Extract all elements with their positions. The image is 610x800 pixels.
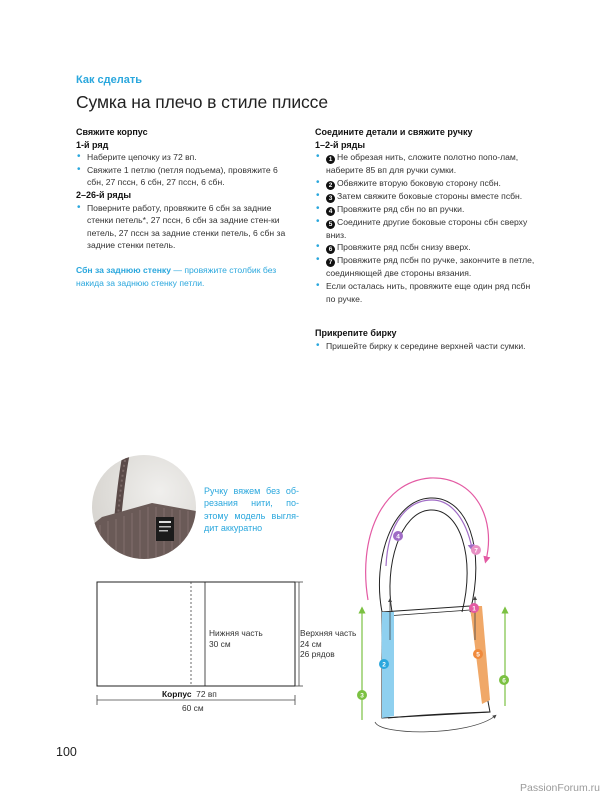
footnote-text: — провяжите столбик без накида за заднюю стенку петли. — [76, 264, 277, 288]
body-label — [162, 689, 217, 700]
watermark: PassionForum.ru — [520, 782, 600, 794]
bottom-part-title: Нижняя часть — [209, 628, 263, 638]
width-label: 60 см — [182, 703, 204, 713]
body-label-stitches: 72 вп — [196, 689, 217, 699]
section-kicker: Как сделать — [76, 74, 142, 86]
step-text: Затем свяжите боковые стороны вместе псбн. — [337, 190, 523, 201]
row2-title: 2–26-й ряды — [76, 189, 132, 200]
step-number-badge: 6 — [326, 245, 335, 254]
page-title: Сумка на плечо в стиле плиссе — [76, 92, 328, 112]
body-section-title: Свяжите корпус — [76, 127, 148, 137]
list-item: • Поверните работу, провяжите 6 сбн за задние стенки петель*, 27 пссн, 6 сбн за задние стен-ки петель, 27 пссн за задние стенки петель, 6 сбн за задние стенки петель. — [76, 202, 291, 252]
join-section-title: Соедините детали и свяжите ручку — [315, 127, 473, 137]
marker-label-7: 7 — [474, 547, 478, 555]
step-number-badge: 5 — [326, 220, 335, 229]
step-text: Провяжите ряд сбн по вп ручки. — [337, 203, 465, 214]
list-item: • Наберите цепочку из 72 вп. — [76, 151, 291, 164]
body-label-title: Корпус — [162, 689, 192, 699]
row1-title: 1-й ряд — [76, 139, 109, 150]
step-number-badge: 7 — [326, 258, 335, 267]
top-part-label — [300, 628, 356, 660]
rows-title: 1–2-й ряды — [315, 139, 366, 150]
step-text: Провяжите ряд псбн снизу вверх. — [337, 242, 471, 253]
top-part-title: Верхняя часть — [300, 628, 357, 638]
step-number-badge: 1 — [326, 155, 335, 164]
step-text: Провяжите ряд псбн по ручке, закончите в петле, соединяющей две стороны вязания. — [326, 255, 535, 279]
bottom-part-size: 30 см — [209, 638, 231, 649]
list-item: • Если осталась нить, провяжите еще один ряд псбн по ручке. — [315, 280, 535, 305]
marker-label-1: 1 — [472, 605, 476, 613]
list-item: • Пришейте бирку к середине верхней части сумки. — [315, 340, 535, 353]
step-text: Соедините другие боковые стороны сбн сверху вниз. — [326, 216, 528, 240]
marker-label-4: 4 — [396, 533, 400, 541]
step-number-badge: 4 — [326, 207, 335, 216]
footnote-term: Сбн за заднюю стенку — [76, 264, 171, 275]
top-part-rows: 26 рядов — [300, 649, 335, 659]
body-panel-outline — [97, 582, 295, 686]
step-number-badge: 2 — [326, 181, 335, 190]
step-number-badge: 3 — [326, 194, 335, 203]
page-number: 100 — [56, 745, 77, 759]
tag-section-title: Прикрепите бирку — [315, 328, 397, 339]
marker-label-6: 6 — [502, 677, 506, 685]
handle-note: Ручку вяжем без об-резания нити, по-этому модель выгля-дит аккуратно — [204, 486, 299, 534]
marker-label-5: 5 — [476, 651, 480, 659]
marker-label-2: 2 — [382, 661, 386, 669]
step-text: Не обрезая нить, сложите полотно попо-лам, наберите 85 вп для ручки сумки. — [326, 152, 519, 176]
bag-assembly-diagram — [362, 478, 505, 732]
step-text: Обвяжите вторую боковую сторону псбн. — [337, 177, 501, 188]
top-part-size: 24 см — [300, 638, 322, 649]
list-item: • Свяжите 1 петлю (петля подъема), провяжите 6 сбн, 27 пссн, 6 сбн, 27 пссн, 6 сбн. — [76, 164, 291, 189]
body-flat-diagram — [97, 582, 303, 705]
marker-label-3: 3 — [360, 692, 364, 700]
bottom-part-label — [209, 628, 263, 649]
